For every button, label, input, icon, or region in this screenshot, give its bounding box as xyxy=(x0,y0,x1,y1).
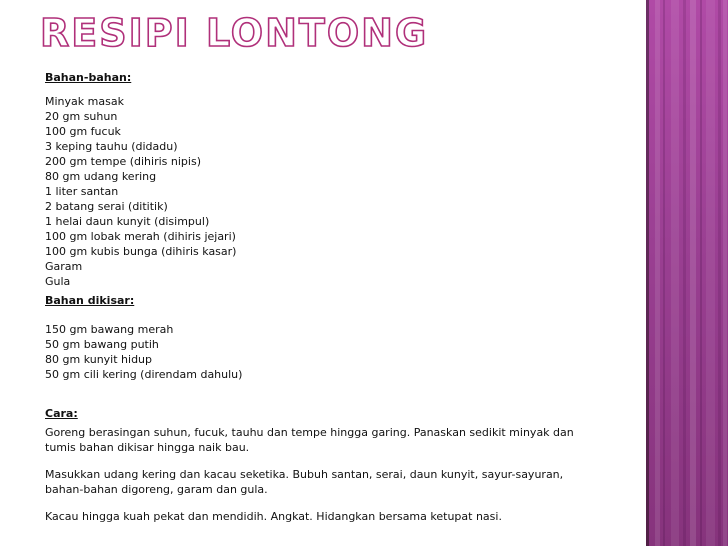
bahan-item: Garam xyxy=(45,260,83,273)
bahan-item: 100 gm kubis bunga (dihiris kasar) xyxy=(45,245,237,258)
cara-step: Masukkan udang kering dan kacau seketika. Bubuh santan, serai, daun kunyit, sayur-sayuran, bahan-bahan digoreng, garam dan gula. xyxy=(45,468,564,496)
dikisar-item: 50 gm bawang putih xyxy=(45,338,159,351)
bahan-item: 1 liter santan xyxy=(45,185,119,198)
dikisar-item: 150 gm bawang merah xyxy=(45,323,174,336)
dikisar-heading: Bahan dikisar: xyxy=(45,294,135,307)
bahan-item: 20 gm suhun xyxy=(45,110,118,123)
recipe-content xyxy=(45,70,605,524)
slide-title: RESIPI LONTONG xyxy=(40,11,429,55)
dikisar-item: 80 gm kunyit hidup xyxy=(45,353,153,366)
dikisar-item: 50 gm cili kering (direndam dahulu) xyxy=(45,368,243,381)
bahan-list xyxy=(45,94,605,289)
bahan-item: 200 gm tempe (dihiris nipis) xyxy=(45,155,201,168)
bahan-item: 2 batang serai (dititik) xyxy=(45,200,168,213)
bahan-item: 100 gm fucuk xyxy=(45,125,121,138)
bahan-item: 1 helai daun kunyit (disimpul) xyxy=(45,215,210,228)
cara-step: Kacau hingga kuah pekat dan mendidih. Angkat. Hidangkan bersama ketupat nasi. xyxy=(45,510,502,523)
cara-steps xyxy=(45,425,605,524)
cara-heading: Cara: xyxy=(45,407,78,420)
dikisar-list xyxy=(45,322,605,382)
cara-step: Goreng berasingan suhun, fucuk, tauhu dan tempe hingga garing. Panaskan sedikit minyak dan tumis bahan dikisar hingga naik bau. xyxy=(45,426,574,454)
bahan-item: Minyak masak xyxy=(45,95,124,108)
bahan-item: 3 keping tauhu (didadu) xyxy=(45,140,178,153)
bahan-heading: Bahan-bahan: xyxy=(45,71,132,84)
bahan-item: 100 gm lobak merah (dihiris jejari) xyxy=(45,230,236,243)
bahan-item: 80 gm udang kering xyxy=(45,170,157,183)
bahan-item: Gula xyxy=(45,275,71,288)
decorative-side-panel xyxy=(649,0,728,546)
